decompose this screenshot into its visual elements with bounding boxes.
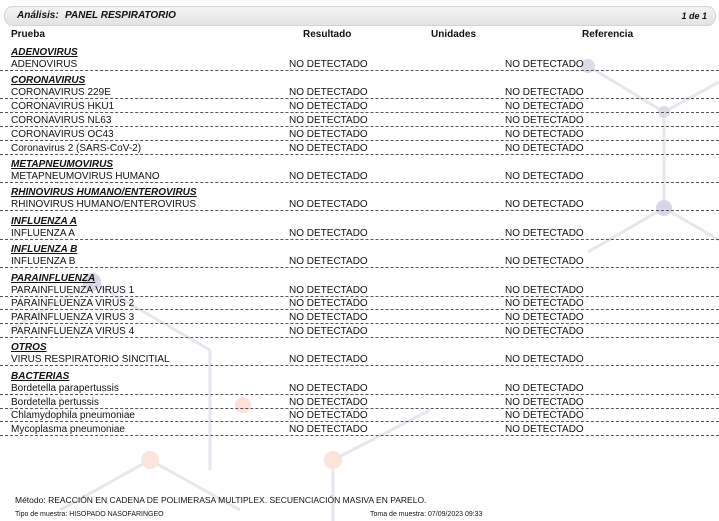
table-row bbox=[0, 383, 719, 396]
table-row bbox=[0, 256, 719, 269]
section-title: INFLUENZA A bbox=[11, 215, 77, 227]
section-title: ADENOVIRUS bbox=[11, 47, 78, 58]
reference-value: NO DETECTADO bbox=[505, 284, 584, 296]
reference-value: NO DETECTADO bbox=[505, 101, 584, 113]
reference-value: NO DETECTADO bbox=[505, 326, 584, 337]
table-row bbox=[0, 87, 719, 100]
reference-value: NO DETECTADO bbox=[505, 410, 584, 422]
test-name: ADENOVIRUS bbox=[11, 59, 78, 70]
reference-value: NO DETECTADO bbox=[505, 128, 584, 140]
table-row bbox=[0, 171, 719, 184]
test-result: NO DETECTADO bbox=[289, 87, 368, 99]
test-name: CORONAVIRUS OC43 bbox=[11, 128, 114, 140]
test-result: NO DETECTADO bbox=[289, 312, 368, 324]
table-row bbox=[0, 115, 719, 128]
reference-value: NO DETECTADO bbox=[505, 256, 584, 268]
test-result: NO DETECTADO bbox=[289, 256, 368, 268]
section-title: CORONAVIRUS bbox=[11, 75, 86, 87]
test-name: METAPNEUMOVIRUS HUMANO bbox=[11, 171, 160, 182]
section-title: INFLUENZA B bbox=[11, 244, 78, 256]
sample-type: Tipo de muestra: HISOPADO NASOFARINGEO bbox=[15, 511, 164, 518]
test-result: NO DETECTADO bbox=[289, 59, 368, 70]
column-header-units: Unidades bbox=[431, 29, 477, 40]
test-name: Coronavirus 2 (SARS-CoV-2) bbox=[11, 142, 142, 154]
test-result: NO DETECTADO bbox=[289, 284, 368, 296]
test-name: CORONAVIRUS HKU1 bbox=[11, 101, 115, 113]
method-note: Método: REACCIÓN EN CADENA DE POLIMERASA MULTIPLEX. SECUENCIACIÓN MASIVA EN PARELO. bbox=[15, 495, 427, 505]
page-indicator: 1 de 1 bbox=[681, 11, 707, 21]
table-row bbox=[0, 228, 719, 241]
table-row bbox=[0, 298, 719, 311]
test-name: Chlamydophila pneumoniae bbox=[11, 410, 135, 422]
column-header-reference: Referencia bbox=[582, 29, 634, 40]
test-result: NO DETECTADO bbox=[289, 199, 368, 211]
table-row bbox=[0, 326, 719, 339]
reference-value: NO DETECTADO bbox=[505, 199, 584, 211]
test-result: NO DETECTADO bbox=[289, 101, 368, 113]
test-name: INFLUENZA B bbox=[11, 256, 76, 268]
section-title: PARAINFLUENZA bbox=[11, 272, 96, 284]
table-row bbox=[0, 354, 719, 367]
table-row bbox=[0, 101, 719, 114]
test-result: NO DETECTADO bbox=[289, 396, 368, 408]
test-name: Bordetella parapertussis bbox=[11, 382, 119, 394]
section-title: OTROS bbox=[11, 342, 47, 354]
section-title: BACTERIAS bbox=[11, 370, 70, 382]
test-result: NO DETECTADO bbox=[289, 115, 368, 126]
sample-taken: Toma de muestra: 07/09/2023 09:33 bbox=[370, 511, 483, 518]
table-row bbox=[0, 199, 719, 212]
reference-value: NO DETECTADO bbox=[505, 354, 584, 366]
table-row bbox=[0, 312, 719, 325]
test-result: NO DETECTADO bbox=[289, 424, 368, 436]
test-name: PARAINFLUENZA VIRUS 3 bbox=[11, 312, 135, 324]
reference-value: NO DETECTADO bbox=[505, 142, 584, 154]
test-result: NO DETECTADO bbox=[289, 142, 368, 154]
test-result: NO DETECTADO bbox=[289, 410, 368, 422]
reference-value: NO DETECTADO bbox=[505, 424, 584, 436]
reference-value: NO DETECTADO bbox=[505, 87, 584, 99]
section-title: RHINOVIRUS HUMANO/ENTEROVIRUS bbox=[11, 187, 197, 199]
reference-value: NO DETECTADO bbox=[505, 298, 584, 310]
test-result: NO DETECTADO bbox=[289, 171, 368, 182]
test-result: NO DETECTADO bbox=[289, 128, 368, 140]
test-name: RHINOVIRUS HUMANO/ENTEROVIRUS bbox=[11, 199, 197, 211]
reference-value: NO DETECTADO bbox=[505, 382, 584, 394]
test-result: NO DETECTADO bbox=[289, 354, 368, 366]
reference-value: NO DETECTADO bbox=[505, 59, 584, 70]
column-header-test: Prueba bbox=[11, 29, 45, 40]
test-name: INFLUENZA A bbox=[11, 227, 75, 239]
test-name: CORONAVIRUS NL63 bbox=[11, 115, 112, 126]
reference-value: NO DETECTADO bbox=[505, 115, 584, 126]
table-row bbox=[0, 397, 719, 410]
section-title: METAPNEUMOVIRUS bbox=[11, 159, 114, 170]
analysis-label: Análisis: bbox=[17, 10, 59, 21]
test-name: PARAINFLUENZA VIRUS 4 bbox=[11, 326, 135, 337]
reference-value: NO DETECTADO bbox=[505, 227, 584, 239]
test-name: Bordetella pertussis bbox=[11, 396, 99, 408]
table-row bbox=[0, 424, 719, 437]
reference-value: NO DETECTADO bbox=[505, 312, 584, 324]
test-name: PARAINFLUENZA VIRUS 1 bbox=[11, 284, 135, 296]
table-row bbox=[0, 129, 719, 142]
test-result: NO DETECTADO bbox=[289, 382, 368, 394]
table-row bbox=[0, 143, 719, 156]
table-row bbox=[0, 59, 719, 72]
test-name: VIRUS RESPIRATORIO SINCITIAL bbox=[11, 354, 170, 366]
reference-value: NO DETECTADO bbox=[505, 396, 584, 408]
analysis-name: PANEL RESPIRATORIO bbox=[65, 10, 176, 21]
test-result: NO DETECTADO bbox=[289, 298, 368, 310]
table-row bbox=[0, 285, 719, 298]
test-name: CORONAVIRUS 229E bbox=[11, 87, 111, 99]
reference-value: NO DETECTADO bbox=[505, 171, 584, 182]
column-header-result: Resultado bbox=[303, 29, 352, 40]
test-name: PARAINFLUENZA VIRUS 2 bbox=[11, 298, 135, 310]
test-result: NO DETECTADO bbox=[289, 227, 368, 239]
test-name: Mycoplasma pneumoniae bbox=[11, 424, 125, 436]
table-row bbox=[0, 410, 719, 423]
test-result: NO DETECTADO bbox=[289, 326, 368, 337]
